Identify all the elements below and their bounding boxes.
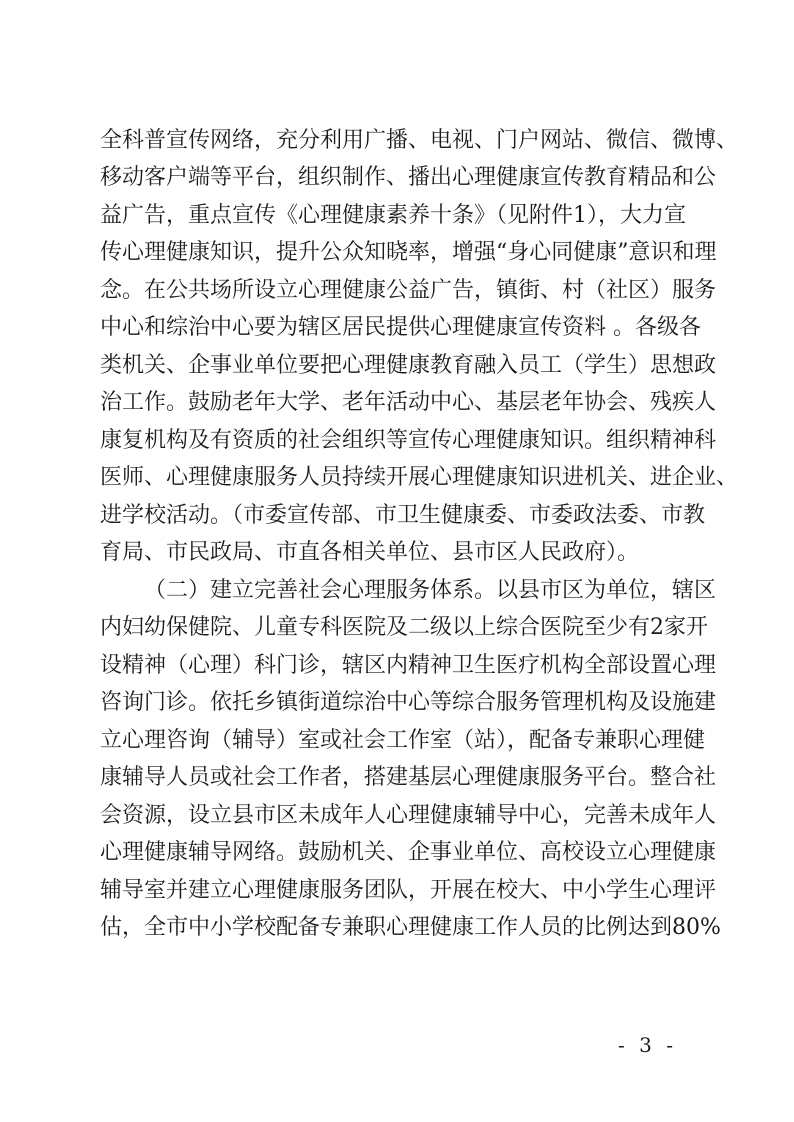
body-text-line: 医师、心理健康服务人员持续开展心理健康知识进机关、进企业、 xyxy=(100,465,739,490)
body-text-line: 全科普宣传网络，充分利用广播、电视、门户网站、微信、微博、 xyxy=(100,128,739,153)
body-text-line: 益广告，重点宣传《心理健康素养十条》（见附件1），大力宣 xyxy=(100,203,686,228)
body-text-line: 进学校活动。（市委宣传部、市卫生健康委、市委政法委、市教 xyxy=(100,503,706,528)
body-text-line: 心理健康辅导网络。鼓励机关、企事业单位、高校设立心理健康 xyxy=(100,840,717,865)
body-text-line: 治工作。鼓励老年大学、老年活动中心、基层老年协会、残疾人 xyxy=(100,390,717,415)
body-text-line: 类机关、企事业单位要把心理健康教育融入员工（学生）思想政 xyxy=(100,353,717,378)
body-text-line: 中心和综治中心要为辖区居民提供心理健康宣传资料 。各级各 xyxy=(100,315,701,340)
body-text-line: 咨询门诊。依托乡镇街道综治中心等综合服务管理机构及设施建 xyxy=(100,690,717,715)
body-text-line: 移动客户端等平台，组织制作、播出心理健康宣传教育精品和公 xyxy=(100,165,717,190)
body-text-line: 会资源，设立县市区未成年人心理健康辅导中心，完善未成年人 xyxy=(100,803,717,828)
body-text-line: 辅导室并建立心理健康服务团队，开展在校大、中小学生心理评 xyxy=(100,878,717,903)
body-text-line: 内妇幼保健院、儿童专科医院及二级以上综合医院至少有2家开 xyxy=(100,615,708,640)
body-text-line: 育局、市民政局、市直各相关单位、县市区人民政府）。 xyxy=(100,540,640,565)
body-text-line: 念。在公共场所设立心理健康公益广告，镇街、村（社区）服务 xyxy=(100,278,717,303)
body-text-line: 设精神（心理）科门诊，辖区内精神卫生医疗机构全部设置心理 xyxy=(100,653,717,678)
section-heading-line: （二）建立完善社会心理服务体系。以县市区为单位，辖区 xyxy=(144,578,717,603)
body-text-line: 康辅导人员或社会工作者，搭建基层心理健康服务平台。整合社 xyxy=(100,765,717,790)
body-text-line: 立心理咨询（辅导）室或社会工作室（站），配备专兼职心理健 xyxy=(100,728,706,753)
body-text-line: 康复机构及有资质的社会组织等宣传心理健康知识。组织精神科 xyxy=(100,428,717,453)
body-text-line: 估，全市中小学校配备专兼职心理健康工作人员的比例达到80% xyxy=(100,915,721,940)
body-text-line: 传心理健康知识，提升公众知晓率，增强“身心同健康”意识和理 xyxy=(100,240,717,265)
page-number: - 3 - xyxy=(618,1033,677,1057)
